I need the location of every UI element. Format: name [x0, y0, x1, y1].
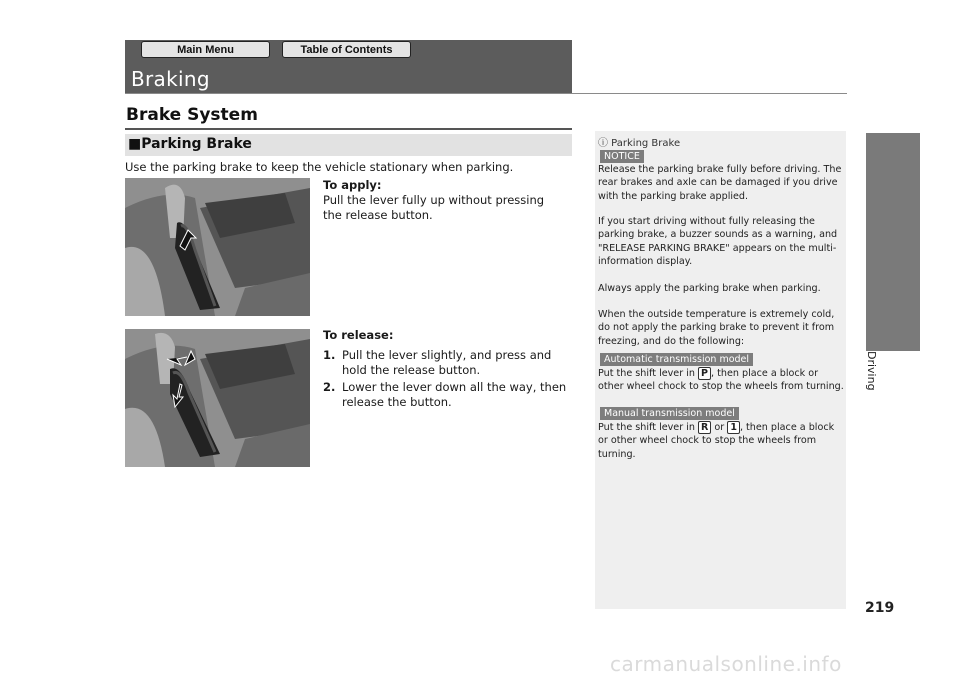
step-number: 2. — [323, 380, 336, 394]
intro-text: Use the parking brake to keep the vehicle stationary when parking. — [125, 160, 514, 174]
apply-heading: To apply: — [323, 178, 382, 192]
manual-instructions: Put the shift lever in R or 1 , then place a block or other wheel chock to stop the wheels from turning. — [598, 422, 835, 460]
subsection-title: ■Parking Brake — [128, 136, 252, 152]
automatic-transmission-tag: Automatic transmission model — [600, 353, 753, 366]
note-heading: ⓘ Parking Brake — [598, 138, 681, 149]
shift-r-key-icon: R — [698, 421, 711, 434]
chapter-side-tab[interactable] — [866, 133, 920, 351]
notice-text: Release the parking brake fully before driving. The rear brakes and axle can be damaged if you drive with the parking brake applied. — [598, 164, 842, 202]
page-number: 219 — [865, 600, 895, 616]
automatic-instructions: Put the shift lever in P , then place a block or other wheel chock to stop the wheels from turning. — [598, 368, 844, 393]
main-menu-button[interactable]: Main Menu — [141, 41, 270, 58]
watermark: carmanualsonline.info — [610, 652, 842, 676]
table-of-contents-button[interactable]: Table of Contents — [282, 41, 411, 58]
shift-1-key-icon: 1 — [727, 421, 740, 434]
shift-p-key-icon: P — [698, 367, 711, 380]
note-paragraph: If you start driving without fully releasing the parking brake, a buzzer sounds as a warning, and "RELEASE PARKING BRAKE" appears on the multi-information display. — [598, 216, 838, 268]
subsection-bar — [125, 134, 572, 156]
apply-instructions: Pull the lever fully up without pressing the release button. — [323, 193, 545, 222]
notice-tag: NOTICE — [600, 150, 644, 163]
manual-transmission-tag: Manual transmission model — [600, 407, 739, 420]
note-paragraph: When the outside temperature is extremely cold, do not apply the parking brake to prevent it from freezing, and do the following: — [598, 309, 835, 347]
parking-brake-release-image — [125, 329, 310, 467]
step-number: 1. — [323, 348, 336, 362]
section-title: Brake System — [126, 105, 258, 125]
header-divider — [125, 93, 847, 94]
chapter-title: Braking — [131, 67, 210, 91]
step-text: Pull the lever slightly, and press and hold the release button. — [342, 348, 552, 377]
note-paragraph: Always apply the parking brake when parking. — [598, 283, 821, 294]
section-divider — [125, 128, 572, 130]
side-tab-label: Driving — [865, 351, 878, 391]
release-heading: To release: — [323, 328, 394, 342]
parking-brake-apply-image — [125, 178, 310, 316]
parking-brake-note — [595, 131, 846, 609]
chapter-header — [125, 40, 572, 93]
step-text: Lower the lever down all the way, then release the button. — [342, 380, 567, 409]
